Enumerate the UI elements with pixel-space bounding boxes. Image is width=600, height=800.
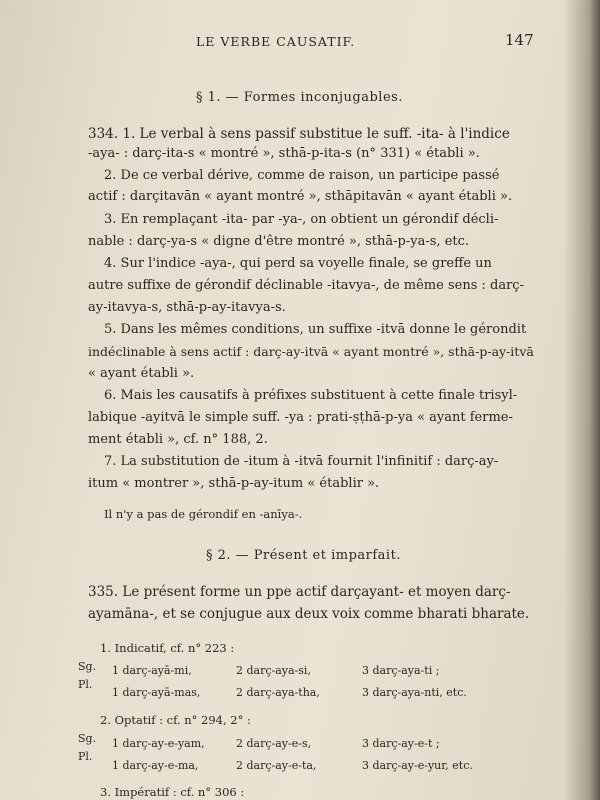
para-335-line-1: 335. Le présent forme un ppe actif darçayant- et moyen darç-	[88, 584, 511, 600]
page-edge-shadow	[564, 0, 600, 800]
para-334-line-16: 7. La substitution de -itum à -itvā fournit l'infinitif : darç-ay-	[104, 454, 499, 469]
page-number: 147	[505, 31, 534, 49]
para-334-line-6: nable : darç-ya-s « digne d'être montré », sthā-p-ya-s, etc.	[88, 234, 470, 249]
indicatif-sg-1: 1 darç-ayā-mi,	[112, 664, 192, 677]
optatif-pl-2: 2 darç-ay-e-ta,	[236, 759, 317, 772]
optatif-sg-1: 1 darç-ay-e-yam,	[112, 737, 205, 750]
indicatif-sg-2: 2 darç-aya-si,	[236, 664, 311, 677]
indicatif-pl-label: Pl.	[78, 678, 93, 691]
para-334-note: Il n'y a pas de gérondif en -anīya-.	[104, 507, 303, 521]
indicatif-heading: 1. Indicatif, cf. n° 223 :	[100, 641, 235, 655]
indicatif-pl-3: 3 darç-aya-nti, etc.	[362, 686, 467, 699]
para-334-line-5: 3. En remplaçant -ita- par -ya-, on obtient un gérondif décli-	[104, 212, 499, 227]
section-1-title: § 1. — Formes inconjugables.	[196, 90, 403, 105]
indicatif-sg-3: 3 darç-aya-ti ;	[362, 664, 440, 677]
para-334-line-14: labique -ayitvā le simple suff. -ya : prati-ṣṭhā-p-ya « ayant ferme-	[88, 410, 513, 425]
indicatif-pl-1: 1 darç-ayā-mas,	[112, 686, 201, 699]
para-334-line-10: 5. Dans les mêmes conditions, un suffixe -itvā donne le gérondit	[104, 322, 527, 337]
para-334-line-15: ment établi », cf. n° 188, 2.	[88, 432, 268, 447]
imperatif-heading: 3. Impératif : cf. n° 306 :	[100, 785, 245, 799]
indicatif-pl-2: 2 darç-aya-tha,	[236, 686, 320, 699]
para-334-line-17: itum « montrer », sthā-p-ay-itum « établir ».	[88, 476, 380, 491]
para-334-line-13: 6. Mais les causatifs à préfixes substituent à cette finale trisyl-	[104, 388, 518, 403]
para-334-line-12: « ayant établi ».	[88, 366, 195, 381]
optatif-sg-label: Sg.	[78, 732, 97, 745]
indicatif-sg-label: Sg.	[78, 660, 97, 673]
optatif-pl-3: 3 darç-ay-e-yur, etc.	[362, 759, 473, 772]
para-334-line-3: 2. De ce verbal dérive, comme de raison, un participe passé	[104, 168, 500, 183]
optatif-pl-1: 1 darç-ay-e-ma,	[112, 759, 199, 772]
para-334-line-1: 334. 1. Le verbal à sens passif substitue le suff. -ita- à l'indice	[88, 126, 510, 142]
para-334-line-7: 4. Sur l'indice -aya-, qui perd sa voyelle finale, se greffe un	[104, 256, 492, 271]
para-334-line-11: indéclinable à sens actif : darç-ay-itvā « ayant montré », sthā-p-ay-itvā	[88, 344, 534, 359]
para-334-line-2: -aya- : darç-ita-s « montré », sthā-p-ita-s (n° 331) « établi ».	[88, 146, 480, 161]
optatif-sg-2: 2 darç-ay-e-s,	[236, 737, 312, 750]
optatif-pl-label: Pl.	[78, 750, 93, 763]
running-header-title: LE VERBE CAUSATIF.	[196, 34, 356, 49]
section-2-title: § 2. — Présent et imparfait.	[206, 548, 401, 563]
para-334-line-9: ay-itavya-s, sthā-p-ay-itavya-s.	[88, 300, 286, 315]
optatif-sg-3: 3 darç-ay-e-t ;	[362, 737, 440, 750]
para-335-line-2: ayamāna-, et se conjugue aux deux voix comme bharati bharate.	[88, 606, 530, 622]
para-334-line-4: actif : darçitavān « ayant montré », sthāpitavān « ayant établi ».	[88, 189, 513, 204]
optatif-heading: 2. Optatif : cf. n° 294, 2° :	[100, 713, 251, 727]
para-334-line-8: autre suffixe de gérondif déclinable -itavya-, de même sens : darç-	[88, 278, 524, 293]
